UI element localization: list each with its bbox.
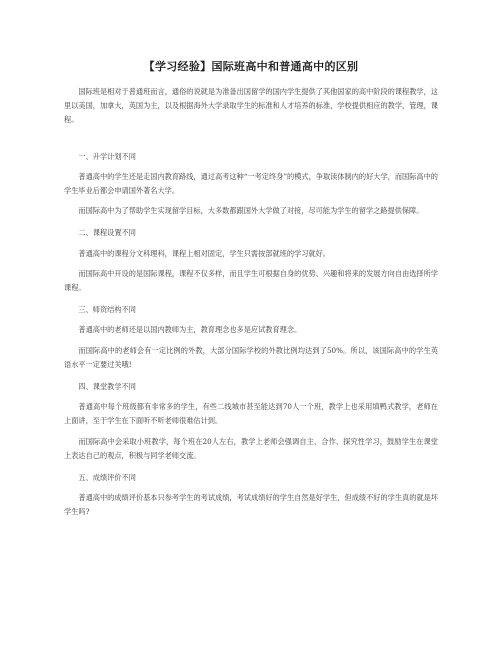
intro-paragraph: 国际班是相对于普通班而言，通俗的说就是为准备出国留学的国内学生提供了其他国家的高中阶段的课程教学，这里以美国，加拿大，英国为主，以及根据海外大学录取学生的标准和人才培养的标准，学校提供相应的教学，管理，课程。 bbox=[64, 87, 438, 125]
section-paragraph: 而国际高中的老师会有一定比例的外教，大部分国际学校的外教比例均达到了50%。所以，该国际高中的学生英语水平一定要过关哦! bbox=[64, 345, 438, 369]
section-paragraph: 而国际高中会采取小班教学，每个班在20人左右，教学上老师会强调自主、合作、探究性学习，鼓励学生在课堂上表达自己的观点，积极与同学老师交流。 bbox=[64, 436, 438, 460]
section-heading: 二、课程设置不同 bbox=[78, 228, 136, 238]
section-heading: 一、升学计划不同 bbox=[78, 151, 136, 161]
section-paragraph: 而国际高中开设的是国际课程，课程不仅多样，而且学生可根据自身的优势、兴趣和将来的发展方向自由选择所学课程。 bbox=[64, 268, 438, 293]
section-2 bbox=[64, 226, 438, 295]
section-heading: 四、课堂教学不同 bbox=[78, 382, 136, 392]
section-paragraph: 普通高中的课程分文科理科，课程上相对固定，学生只需按部就班的学习就好。 bbox=[78, 248, 330, 258]
section-5 bbox=[64, 471, 438, 520]
section-heading: 五、成绩评价不同 bbox=[78, 473, 136, 483]
section-4 bbox=[64, 380, 438, 463]
section-paragraph: 普通高中的成绩评价基本只参考学生的考试成绩，考试成绩好的学生自然是好学生，但成绩不好的学生真的就是坏学生吗? bbox=[64, 493, 438, 517]
section-3 bbox=[64, 303, 438, 372]
section-1 bbox=[64, 150, 438, 219]
section-paragraph: 而国际高中为了帮助学生实现留学目标，大多数都跟国外大学做了对接，尽可能为学生的留学之路提供保障。 bbox=[78, 206, 424, 216]
section-paragraph: 普通高中的老师还是以国内教师为主，教育理念也多是应试教育理念。 bbox=[78, 325, 302, 335]
section-paragraph: 普通高中的学生还是走国内教育路线，通过高考这种“一考定终身”的模式，争取读体制内的好大学，而国际高中的学生毕业后都会申请国外著名大学。 bbox=[64, 171, 438, 196]
section-paragraph: 普通高中每个班级都有非常多的学生，有些二线城市甚至能达到70人一个班，教学上也采用填鸭式教学，老师在上面讲，至于学生在下面听不听老师很难估计到。 bbox=[64, 402, 438, 426]
document-title: 【学习经验】国际班高中和普通高中的区别 bbox=[143, 60, 359, 73]
section-heading: 三、师资结构不同 bbox=[78, 305, 136, 315]
